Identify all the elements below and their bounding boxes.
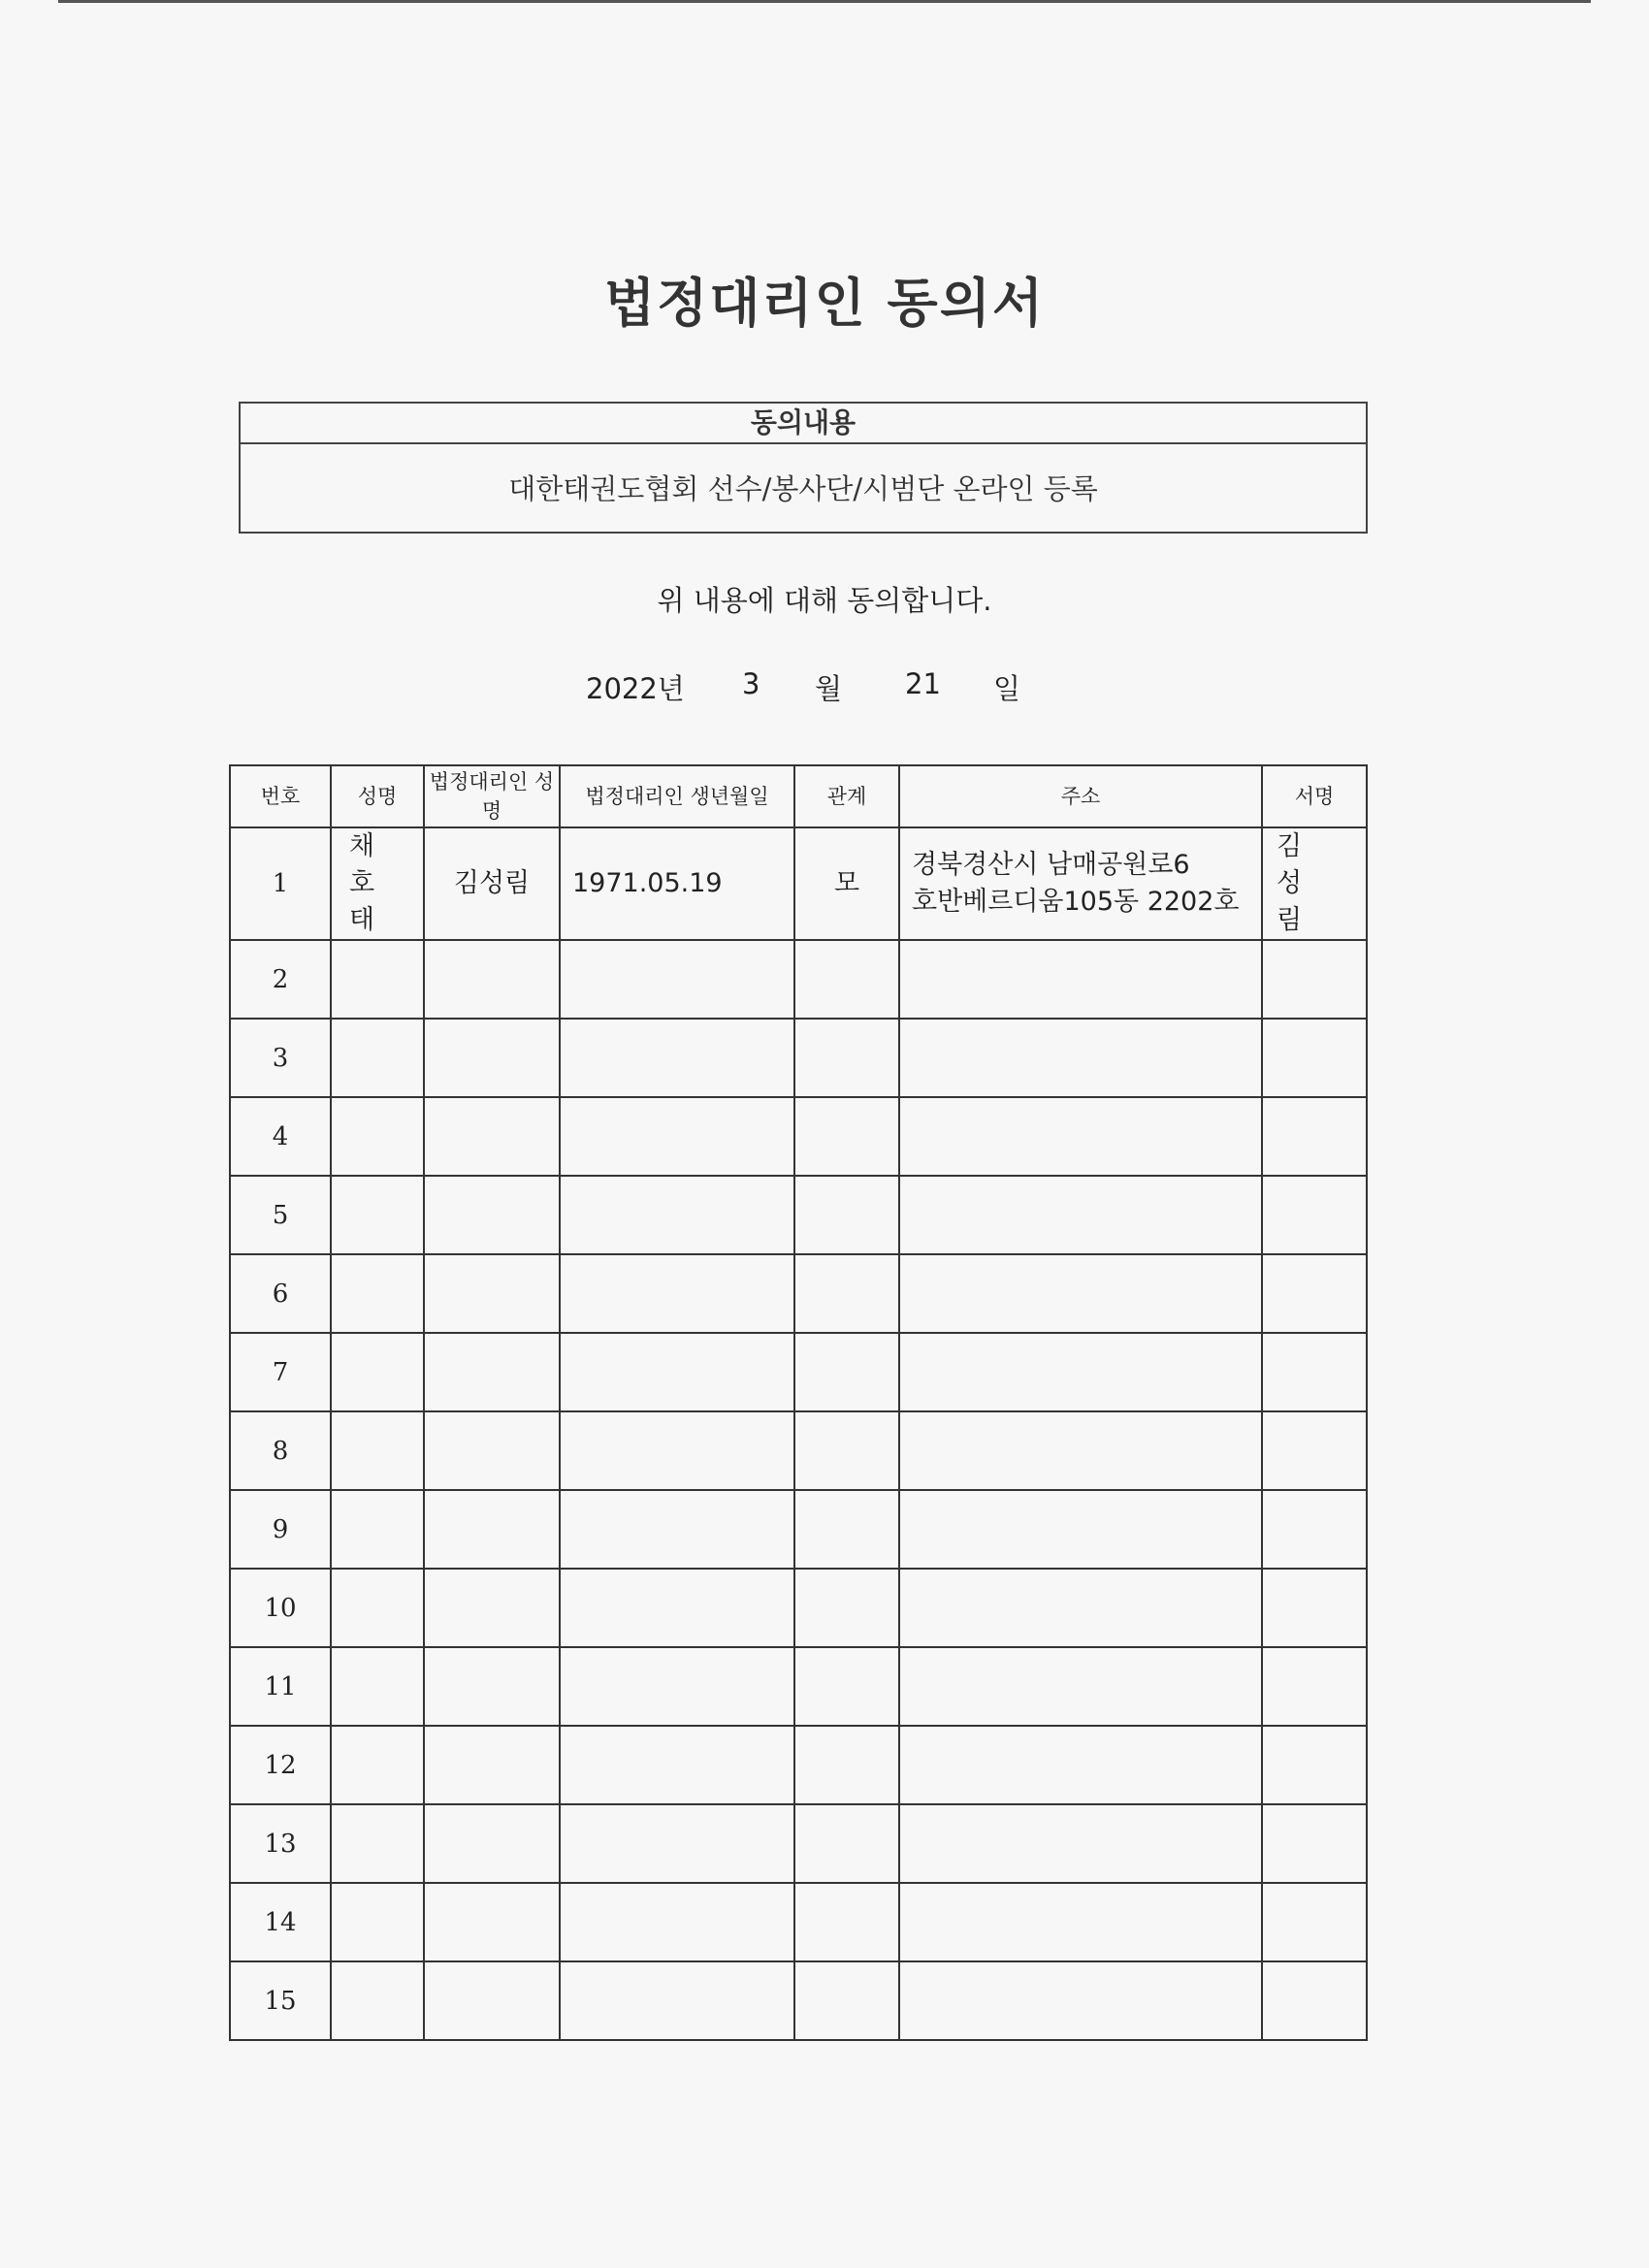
guardian-name-cell: [424, 1333, 560, 1411]
student-name-cell: [331, 1254, 424, 1333]
guardian-birthdate-cell: [560, 1254, 794, 1333]
date-year: 2022년: [586, 672, 685, 705]
table-row: [230, 1097, 1367, 1176]
relation-cell: [794, 1254, 899, 1333]
address-line-1: 경북경산시 남매공원로6: [912, 850, 1190, 880]
guardian-birthdate-cell: [560, 1647, 794, 1726]
address-line-2: 호반베르디움105동 2202호: [912, 887, 1240, 917]
table-row: [230, 1490, 1367, 1569]
row-number: 9: [230, 1490, 331, 1569]
consent-box: [239, 402, 1368, 534]
signature-cell: [1262, 1569, 1367, 1647]
address-cell: [899, 940, 1262, 1019]
table-row: [230, 1254, 1367, 1333]
signature-cell: [1262, 1490, 1367, 1569]
date-day: 21: [905, 667, 941, 700]
student-name-cell: [331, 1726, 424, 1804]
student-name-cell: [331, 1411, 424, 1490]
consent-heading: 동의내용: [241, 404, 1366, 444]
student-name-cell: [331, 1097, 424, 1176]
table-row: [230, 940, 1367, 1019]
signature-cell: [1262, 1254, 1367, 1333]
address-cell: [899, 1490, 1262, 1569]
guardian-birthdate-cell: [560, 1883, 794, 1961]
signature-cell: [1262, 1333, 1367, 1411]
student-name: 채 호 태: [331, 827, 424, 940]
date-month-unit: 월: [815, 672, 843, 705]
row-number: 6: [230, 1254, 331, 1333]
table-row: [230, 1569, 1367, 1647]
date-day-unit: 일: [993, 672, 1021, 705]
row-number: 4: [230, 1097, 331, 1176]
relation-cell: [794, 1647, 899, 1726]
signature-cell: [1262, 1961, 1367, 2040]
header-address: 주소: [899, 765, 1262, 827]
header-signature: 서명: [1262, 765, 1367, 827]
signature-cell: [1262, 1883, 1367, 1961]
header-no: 번호: [230, 765, 331, 827]
table-row: [230, 1411, 1367, 1490]
student-name-cell: [331, 1647, 424, 1726]
signature-cell: [1262, 1804, 1367, 1883]
table-row: [230, 1647, 1367, 1726]
table-row: [230, 1726, 1367, 1804]
student-name-cell: [331, 1019, 424, 1097]
guardian-name-cell: [424, 1883, 560, 1961]
guardian-name-cell: [424, 1097, 560, 1176]
table-header-row: [230, 765, 1367, 827]
address-cell: [899, 1726, 1262, 1804]
signature-cell: [1262, 1411, 1367, 1490]
table-row: [230, 1804, 1367, 1883]
header-name: 성명: [331, 765, 424, 827]
address-cell: [899, 1019, 1262, 1097]
relation-cell: [794, 1176, 899, 1254]
header-guardian-birth: 법정대리인 생년월일: [560, 765, 794, 827]
address: [899, 827, 1262, 940]
relation-cell: [794, 1883, 899, 1961]
header-guardian-name: 법정대리인 성명: [424, 765, 560, 827]
relation-cell: [794, 940, 899, 1019]
student-name-cell: [331, 1804, 424, 1883]
guardian-name-cell: [424, 1254, 560, 1333]
relation-cell: [794, 1019, 899, 1097]
page-top-edge: [58, 0, 1591, 3]
guardian-birthdate-cell: [560, 1726, 794, 1804]
row-number: 12: [230, 1726, 331, 1804]
registration-table: [229, 764, 1368, 2041]
guardian-name-cell: [424, 940, 560, 1019]
address-cell: [899, 1647, 1262, 1726]
guardian-birthdate-cell: [560, 1804, 794, 1883]
consent-content: 대한태권도협회 선수/봉사단/시범단 온라인 등록: [508, 472, 1098, 505]
row-number: 2: [230, 940, 331, 1019]
guardian-name-cell: [424, 1411, 560, 1490]
row-number: 14: [230, 1883, 331, 1961]
student-name-cell: [331, 1176, 424, 1254]
guardian-name-cell: [424, 1490, 560, 1569]
guardian-birthdate-cell: [560, 940, 794, 1019]
guardian-birthdate-cell: [560, 1333, 794, 1411]
table-row: [230, 827, 1367, 940]
student-name-cell: [331, 1961, 424, 2040]
signature-cell: [1262, 1097, 1367, 1176]
signature-cell: [1262, 1176, 1367, 1254]
address-cell: [899, 1804, 1262, 1883]
student-name-cell: [331, 1490, 424, 1569]
guardian-name: 김성림: [424, 827, 560, 940]
signature-cell: [1262, 1726, 1367, 1804]
address-cell: [899, 1961, 1262, 2040]
student-name-cell: [331, 1569, 424, 1647]
relation-cell: [794, 1490, 899, 1569]
row-number: 1: [230, 827, 331, 940]
relation-cell: [794, 1097, 899, 1176]
table-row: [230, 1961, 1367, 2040]
guardian-name-cell: [424, 1647, 560, 1726]
row-number: 7: [230, 1333, 331, 1411]
relation-cell: [794, 1804, 899, 1883]
guardian-name-cell: [424, 1569, 560, 1647]
guardian-birthdate-cell: [560, 1019, 794, 1097]
address-cell: [899, 1883, 1262, 1961]
student-name-cell: [331, 1883, 424, 1961]
guardian-birthdate-cell: [560, 1176, 794, 1254]
guardian-birthdate-cell: [560, 1411, 794, 1490]
student-name-cell: [331, 1333, 424, 1411]
address-cell: [899, 1569, 1262, 1647]
date-month: 3: [742, 667, 760, 700]
signature-cell: [1262, 940, 1367, 1019]
table-row: [230, 1019, 1367, 1097]
relation: 모: [794, 827, 899, 940]
document-title: 법정대리인 동의서: [603, 273, 1046, 334]
guardian-birthdate-cell: [560, 1569, 794, 1647]
relation-cell: [794, 1333, 899, 1411]
signature-cell: [1262, 1019, 1367, 1097]
signature-cell: [1262, 1647, 1367, 1726]
row-number: 13: [230, 1804, 331, 1883]
guardian-name-cell: [424, 1961, 560, 2040]
table-row: [230, 1883, 1367, 1961]
guardian-birthdate: 1971.05.19: [560, 827, 794, 940]
agreement-statement: 위 내용에 대해 동의합니다.: [657, 584, 992, 617]
table-row: [230, 1176, 1367, 1254]
guardian-birthdate-cell: [560, 1961, 794, 2040]
relation-cell: [794, 1569, 899, 1647]
row-number: 8: [230, 1411, 331, 1490]
address-cell: [899, 1097, 1262, 1176]
relation-cell: [794, 1726, 899, 1804]
row-number: 15: [230, 1961, 331, 2040]
row-number: 3: [230, 1019, 331, 1097]
row-number: 5: [230, 1176, 331, 1254]
guardian-birthdate-cell: [560, 1490, 794, 1569]
guardian-birthdate-cell: [560, 1097, 794, 1176]
guardian-name-cell: [424, 1726, 560, 1804]
table-row: [230, 1333, 1367, 1411]
signature: 김 성 림: [1262, 827, 1367, 940]
address-cell: [899, 1254, 1262, 1333]
guardian-name-cell: [424, 1176, 560, 1254]
relation-cell: [794, 1411, 899, 1490]
address-cell: [899, 1333, 1262, 1411]
address-cell: [899, 1176, 1262, 1254]
address-cell: [899, 1411, 1262, 1490]
guardian-name-cell: [424, 1804, 560, 1883]
row-number: 11: [230, 1647, 331, 1726]
relation-cell: [794, 1961, 899, 2040]
row-number: 10: [230, 1569, 331, 1647]
student-name-cell: [331, 940, 424, 1019]
guardian-name-cell: [424, 1019, 560, 1097]
header-relation: 관계: [794, 765, 899, 827]
